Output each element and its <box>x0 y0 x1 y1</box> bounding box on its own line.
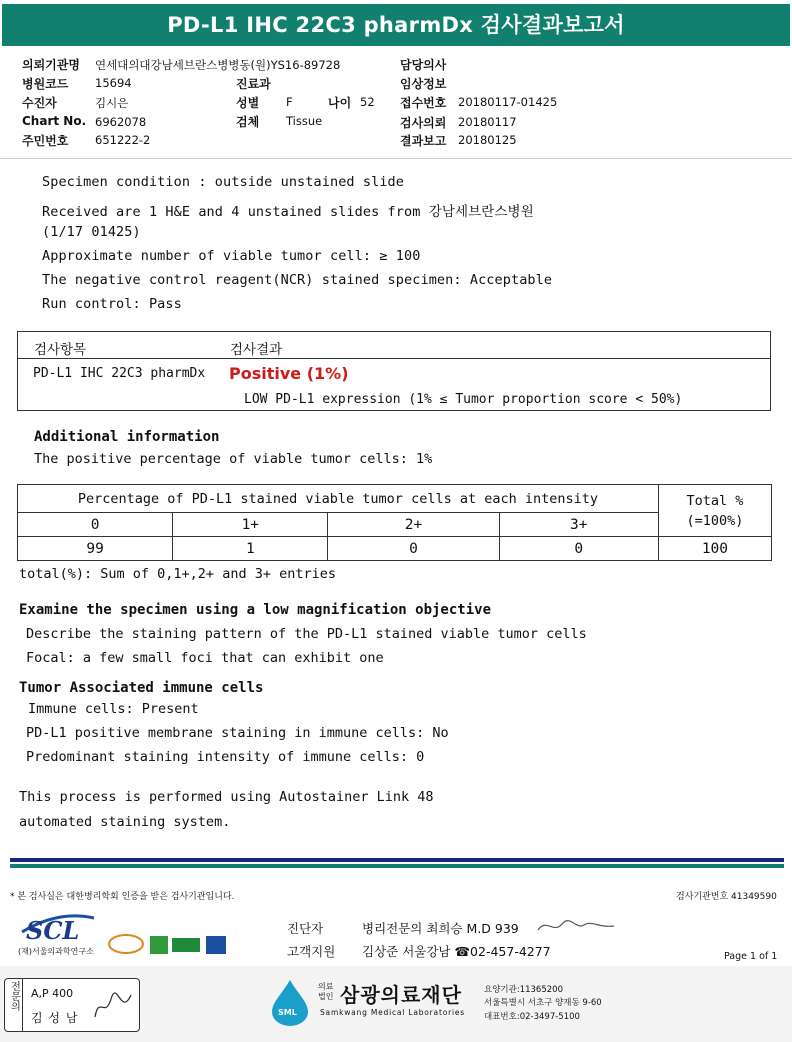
sml-phone: 대표번호:02-3497-5100 <box>484 1012 580 1022</box>
certification-note: * 본 검사실은 대한병리학회 인증을 받은 검사기관입니다. <box>10 892 235 902</box>
stamp-line2: 김 성 남 <box>31 1011 79 1025</box>
received-slides: Received are 1 H&E and 4 unstained slides from 강남세브란스병원 <box>42 204 534 220</box>
examine-line2: Focal: a few small foci that can exhibit one <box>26 650 384 666</box>
resident-value: 651222-2 <box>95 133 151 147</box>
header-divider <box>0 158 792 159</box>
result-box-divider <box>18 358 770 359</box>
contact-value: 김상준 서울강남 ☎02-457-4277 <box>362 944 551 959</box>
intensity-table <box>17 484 772 561</box>
age-label: 나이 <box>328 96 352 110</box>
additional-text: The positive percentage of viable tumor cells: 1% <box>34 451 433 467</box>
specimen-condition: Specimen condition : outside unstained slide <box>42 174 405 190</box>
diag-label: 진단자 <box>287 921 324 936</box>
intensity-level-0: 0 <box>18 513 173 537</box>
sml-drop-icon <box>268 978 312 1028</box>
receipt-value: 20180117-01425 <box>458 95 558 109</box>
request-label: 검사의뢰 <box>400 116 447 130</box>
total-header <box>658 485 771 537</box>
intensity-value-2: 0 <box>328 537 499 561</box>
viable-tumor-count: Approximate number of viable tumor cell: ≥ 100 <box>42 248 421 264</box>
cap-accreditation-icon <box>108 934 144 954</box>
immune-heading: Tumor Associated immune cells <box>19 680 264 696</box>
chart-label: Chart No. <box>22 114 87 128</box>
lh-accreditation-icon <box>150 936 168 954</box>
patient-label: 수진자 <box>22 96 57 110</box>
institution-number: 검사기관번호 41349590 <box>676 892 777 902</box>
diag-signature-icon <box>536 916 616 936</box>
sml-english: Samkwang Medical Laboratories <box>320 1008 465 1017</box>
sex-value: F <box>286 95 293 109</box>
examine-heading: Examine the specimen using a low magnification objective <box>19 602 492 618</box>
patient-value: 김시은 <box>95 96 129 110</box>
page-number: Page 1 of 1 <box>724 951 778 962</box>
sml-address: 서울특별시 서초구 양재동 9-60 <box>484 998 602 1008</box>
process-line1: This process is performed using Autostainer Link 48 <box>19 789 434 805</box>
immune-line1: Immune cells: Present <box>28 701 199 717</box>
process-line2: automated staining system. <box>19 814 231 830</box>
contact-label: 고객지원 <box>287 944 336 959</box>
dept-label: 진료과 <box>236 77 271 91</box>
total-header-line2: (=100%) <box>686 512 744 529</box>
intensity-level-3: 3+ <box>499 513 658 537</box>
stamp-label <box>5 979 23 1031</box>
hospital-code-label: 병원코드 <box>22 77 69 91</box>
intensity-value-3: 0 <box>499 537 658 561</box>
footer-divider-teal <box>10 864 784 868</box>
report-date-label: 결과보고 <box>400 134 447 148</box>
result-col-test-header: 검사항목 <box>34 342 87 358</box>
additional-heading: Additional information <box>34 429 220 445</box>
intensity-total: 100 <box>658 537 771 561</box>
chart-value: 6962078 <box>95 115 147 129</box>
result-value: Positive (1%) <box>229 364 349 383</box>
intensity-table-header: Percentage of PD-L1 stained viable tumor cells at each intensity <box>18 485 659 513</box>
sml-code: 요양기관:11365200 <box>484 985 563 995</box>
immune-line3: Predominant staining intensity of immune cells: 0 <box>26 749 425 765</box>
stamp-signature-icon <box>91 989 135 1023</box>
institution-label: 의뢰기관명 <box>22 58 80 72</box>
sml-corp: 의료법인 <box>318 982 334 1001</box>
institution-value: 연세대의대강남세브란스병병동(원)YS16-89728 <box>95 58 341 72</box>
intensity-level-1: 1+ <box>173 513 328 537</box>
intensity-table-note: total(%): Sum of 0,1+,2+ and 3+ entries <box>19 566 336 582</box>
anab-accreditation-icon <box>206 936 226 954</box>
ncr-status: The negative control reagent(NCR) stained specimen: Acceptable <box>42 272 553 288</box>
sml-logo <box>268 978 312 1028</box>
received-ref: (1/17 01425) <box>42 224 141 240</box>
doctor-label: 담당의사 <box>400 58 447 72</box>
stamp-line1: A,P 400 <box>31 987 74 1000</box>
result-col-result-header: 검사결과 <box>230 342 283 358</box>
stamp-label-text: 전문의 <box>8 981 20 1011</box>
intensity-value-0: 99 <box>18 537 173 561</box>
request-value: 20180117 <box>458 115 517 129</box>
scl-name: (재)서울의과학연구소 <box>18 947 94 956</box>
scl-logo <box>18 910 98 956</box>
result-test-name: PD-L1 IHC 22C3 pharmDx <box>33 366 206 381</box>
footer-divider-navy <box>10 858 784 862</box>
intensity-level-2: 2+ <box>328 513 499 537</box>
eqa-accreditation-icon <box>172 938 200 952</box>
run-control: Run control: Pass <box>42 296 182 312</box>
report-title: PD-L1 IHC 22C3 pharmDx 검사결과보고서 <box>2 4 790 46</box>
intensity-value-1: 1 <box>173 537 328 561</box>
sex-label: 성별 <box>236 96 260 110</box>
specimen-label: 검체 <box>236 115 260 129</box>
scl-logo-text: SCL <box>26 916 80 945</box>
report-date-value: 20180125 <box>458 133 517 147</box>
sml-logo-text: SML <box>278 1008 297 1017</box>
clinical-label: 임상정보 <box>400 77 447 91</box>
specimen-value: Tissue <box>286 114 323 128</box>
diag-value: 병리전문의 최희승 M.D 939 <box>362 921 519 936</box>
immune-line2: PD-L1 positive membrane staining in immune cells: No <box>26 725 449 741</box>
hospital-code-value: 15694 <box>95 76 132 90</box>
receipt-label: 접수번호 <box>400 96 447 110</box>
total-header-line1: Total % <box>686 492 744 509</box>
result-expression: LOW PD-L1 expression (1% ≤ Tumor proportion score < 50%) <box>244 392 683 407</box>
examine-line1: Describe the staining pattern of the PD-L1 stained viable tumor cells <box>26 626 587 642</box>
resident-label: 주민번호 <box>22 134 69 148</box>
age-value: 52 <box>360 95 375 109</box>
sml-name: 삼광의료재단 <box>340 983 462 1007</box>
specialist-stamp <box>4 978 140 1032</box>
